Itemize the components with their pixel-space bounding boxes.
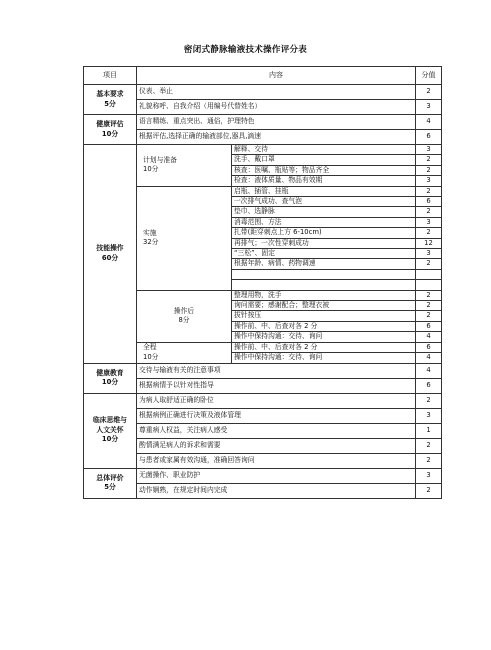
subcategory-points: 10分	[143, 352, 159, 361]
score-cell: 3	[416, 408, 442, 423]
score-table	[83, 66, 442, 499]
content-cell	[232, 269, 416, 279]
score-cell: 6	[416, 197, 442, 207]
category-points: 10分	[101, 129, 119, 138]
document-title: 密闭式静脉输液技术操作评分表	[183, 45, 308, 55]
score-cell: 3	[416, 217, 442, 227]
category-name: 总体评价	[96, 473, 124, 482]
score-cell: 1	[416, 423, 442, 438]
score-cell: 3	[416, 100, 442, 115]
score-cell: 6	[416, 130, 442, 145]
content-cell: 解释、交待	[232, 145, 416, 155]
score-cell: 2	[416, 483, 442, 498]
table-row	[84, 423, 442, 438]
content-cell: 尊重病人权益，关注病人感受	[137, 423, 416, 438]
table-row	[84, 342, 442, 352]
score-cell: 2	[416, 165, 442, 175]
score-cell: 2	[416, 155, 442, 165]
table-row	[84, 438, 442, 453]
score-cell: 12	[416, 238, 442, 248]
score-cell: 3	[416, 468, 442, 483]
table-row	[84, 468, 442, 483]
score-cell: 2	[416, 228, 442, 238]
table-row	[84, 290, 442, 300]
subcategory-cell	[137, 342, 232, 363]
score-cell: 6	[416, 342, 442, 352]
table-row	[84, 130, 442, 145]
content-cell: 检查：液体质量、物品有效期	[232, 176, 416, 186]
content-cell: 无菌操作、职业防护	[137, 468, 416, 483]
subcategory-cell	[137, 186, 232, 290]
content-cell: 操作前、中、后查对各 2 分	[232, 321, 416, 331]
content-cell: 操作中保持沟通：交待、询问	[232, 332, 416, 342]
content-cell: 动作娴熟，在规定时间内完成	[137, 483, 416, 498]
table-row	[84, 115, 442, 130]
score-cell: 2	[416, 393, 442, 408]
table-row	[84, 85, 442, 100]
content-cell: 与患者或家属有效沟通，准确回答询问	[137, 453, 416, 468]
score-cell: 2	[416, 311, 442, 321]
table-row	[84, 378, 442, 393]
category-points: 10分	[101, 378, 119, 386]
content-cell: 核查：医嘱、瓶贴等；物品齐全	[232, 165, 416, 175]
category-points: 10分	[101, 435, 119, 444]
content-cell: 扎带(距穿刺点上方 6-10cm)	[232, 228, 416, 238]
category-points: 5分	[104, 483, 116, 491]
content-cell: 消毒范围、方法	[232, 217, 416, 227]
content-cell: 根据评估,选择正确的输液部位,器具,滴速	[137, 130, 416, 145]
content-cell: 酌情满足病人的诉求和需要	[137, 438, 416, 453]
header-item: 项目	[84, 67, 137, 85]
category-points: 5分	[104, 99, 116, 108]
score-cell: 4	[416, 332, 442, 342]
table-row	[84, 393, 442, 408]
score-cell	[416, 269, 442, 279]
category-points: 60分	[101, 253, 119, 262]
score-cell: 3	[416, 145, 442, 155]
content-cell: 询问需要；感谢配合；整理衣被	[232, 301, 416, 311]
score-cell: 3	[416, 176, 442, 186]
subcategory-points: 10分	[143, 165, 159, 174]
category-name: 基本要求	[96, 90, 124, 99]
content-cell: 礼貌称呼、自我介绍（用编号代替姓名）	[137, 100, 416, 115]
table-row	[84, 408, 442, 423]
subcategory-name: 计划与准备	[143, 155, 177, 164]
score-cell	[416, 280, 442, 290]
content-cell: 操作前、中、后查对各 2 分	[232, 342, 416, 352]
content-cell: 仪表、举止	[137, 85, 416, 100]
score-cell: 2	[416, 453, 442, 468]
content-cell: 根据年龄、病情、药物调速	[232, 259, 416, 269]
content-cell: 为病人取舒适正确的卧位	[137, 393, 416, 408]
content-cell: “三松”、固定	[232, 249, 416, 259]
content-cell: 交待与输液有关的注意事项	[137, 363, 416, 378]
content-cell: 整理用物，洗手	[232, 290, 416, 300]
content-cell	[232, 280, 416, 290]
category-cell	[84, 393, 137, 468]
content-cell: 洗手、戴口罩	[232, 155, 416, 165]
category-cell	[84, 468, 137, 498]
subcategory-cell	[137, 145, 232, 187]
score-cell: 3	[416, 249, 442, 259]
category-cell	[84, 145, 137, 364]
table-row	[84, 186, 442, 196]
score-cell: 6	[416, 321, 442, 331]
subcategory-points: 8分	[178, 316, 190, 325]
table-row	[84, 483, 442, 498]
header-score: 分值	[416, 67, 442, 85]
category-name: 健康教育	[96, 368, 124, 377]
subcategory-cell	[137, 290, 232, 342]
content-cell: 语言精练、重点突出、通俗，护理特色	[137, 115, 416, 130]
category-name: 临床思维与	[93, 416, 127, 425]
content-cell: 操作中保持沟通：交待、询问	[232, 353, 416, 363]
subcategory-points: 32分	[143, 238, 159, 247]
score-cell: 4	[416, 353, 442, 363]
subcategory-name: 操作后	[173, 306, 195, 315]
score-cell: 6	[416, 378, 442, 393]
content-cell: 拔针按压	[232, 311, 416, 321]
table-row	[84, 100, 442, 115]
header-row	[84, 67, 442, 85]
content-cell: 根据病例正确进行决策及液体管理	[137, 408, 416, 423]
score-cell: 2	[416, 301, 442, 311]
score-cell: 2	[416, 290, 442, 300]
table-row	[84, 363, 442, 378]
category-name: 健康评估	[96, 120, 124, 129]
score-cell: 2	[416, 207, 442, 217]
category-name: 人文关怀	[96, 425, 124, 434]
content-cell: 再排气；一次性穿刺成功	[232, 238, 416, 248]
score-cell: 4	[416, 363, 442, 378]
score-cell: 2	[416, 186, 442, 196]
score-cell: 4	[416, 115, 442, 130]
content-cell: 一次排气成功、查气泡	[232, 197, 416, 207]
header-content: 内容	[137, 67, 416, 85]
table-row	[84, 145, 442, 155]
score-cell: 2	[416, 259, 442, 269]
subcategory-name: 全程	[143, 343, 157, 352]
subcategory-name: 实施	[143, 228, 157, 237]
category-cell	[84, 363, 137, 393]
category-name: 技能操作	[96, 244, 124, 253]
content-cell: 根据病情予以针对性指导	[137, 378, 416, 393]
score-cell: 2	[416, 85, 442, 100]
content-cell: 启瓶、插管、挂瓶	[232, 186, 416, 196]
category-cell	[84, 85, 137, 115]
score-cell: 2	[416, 438, 442, 453]
category-cell	[84, 115, 137, 145]
table-row	[84, 453, 442, 468]
content-cell: 垫巾、选静脉	[232, 207, 416, 217]
